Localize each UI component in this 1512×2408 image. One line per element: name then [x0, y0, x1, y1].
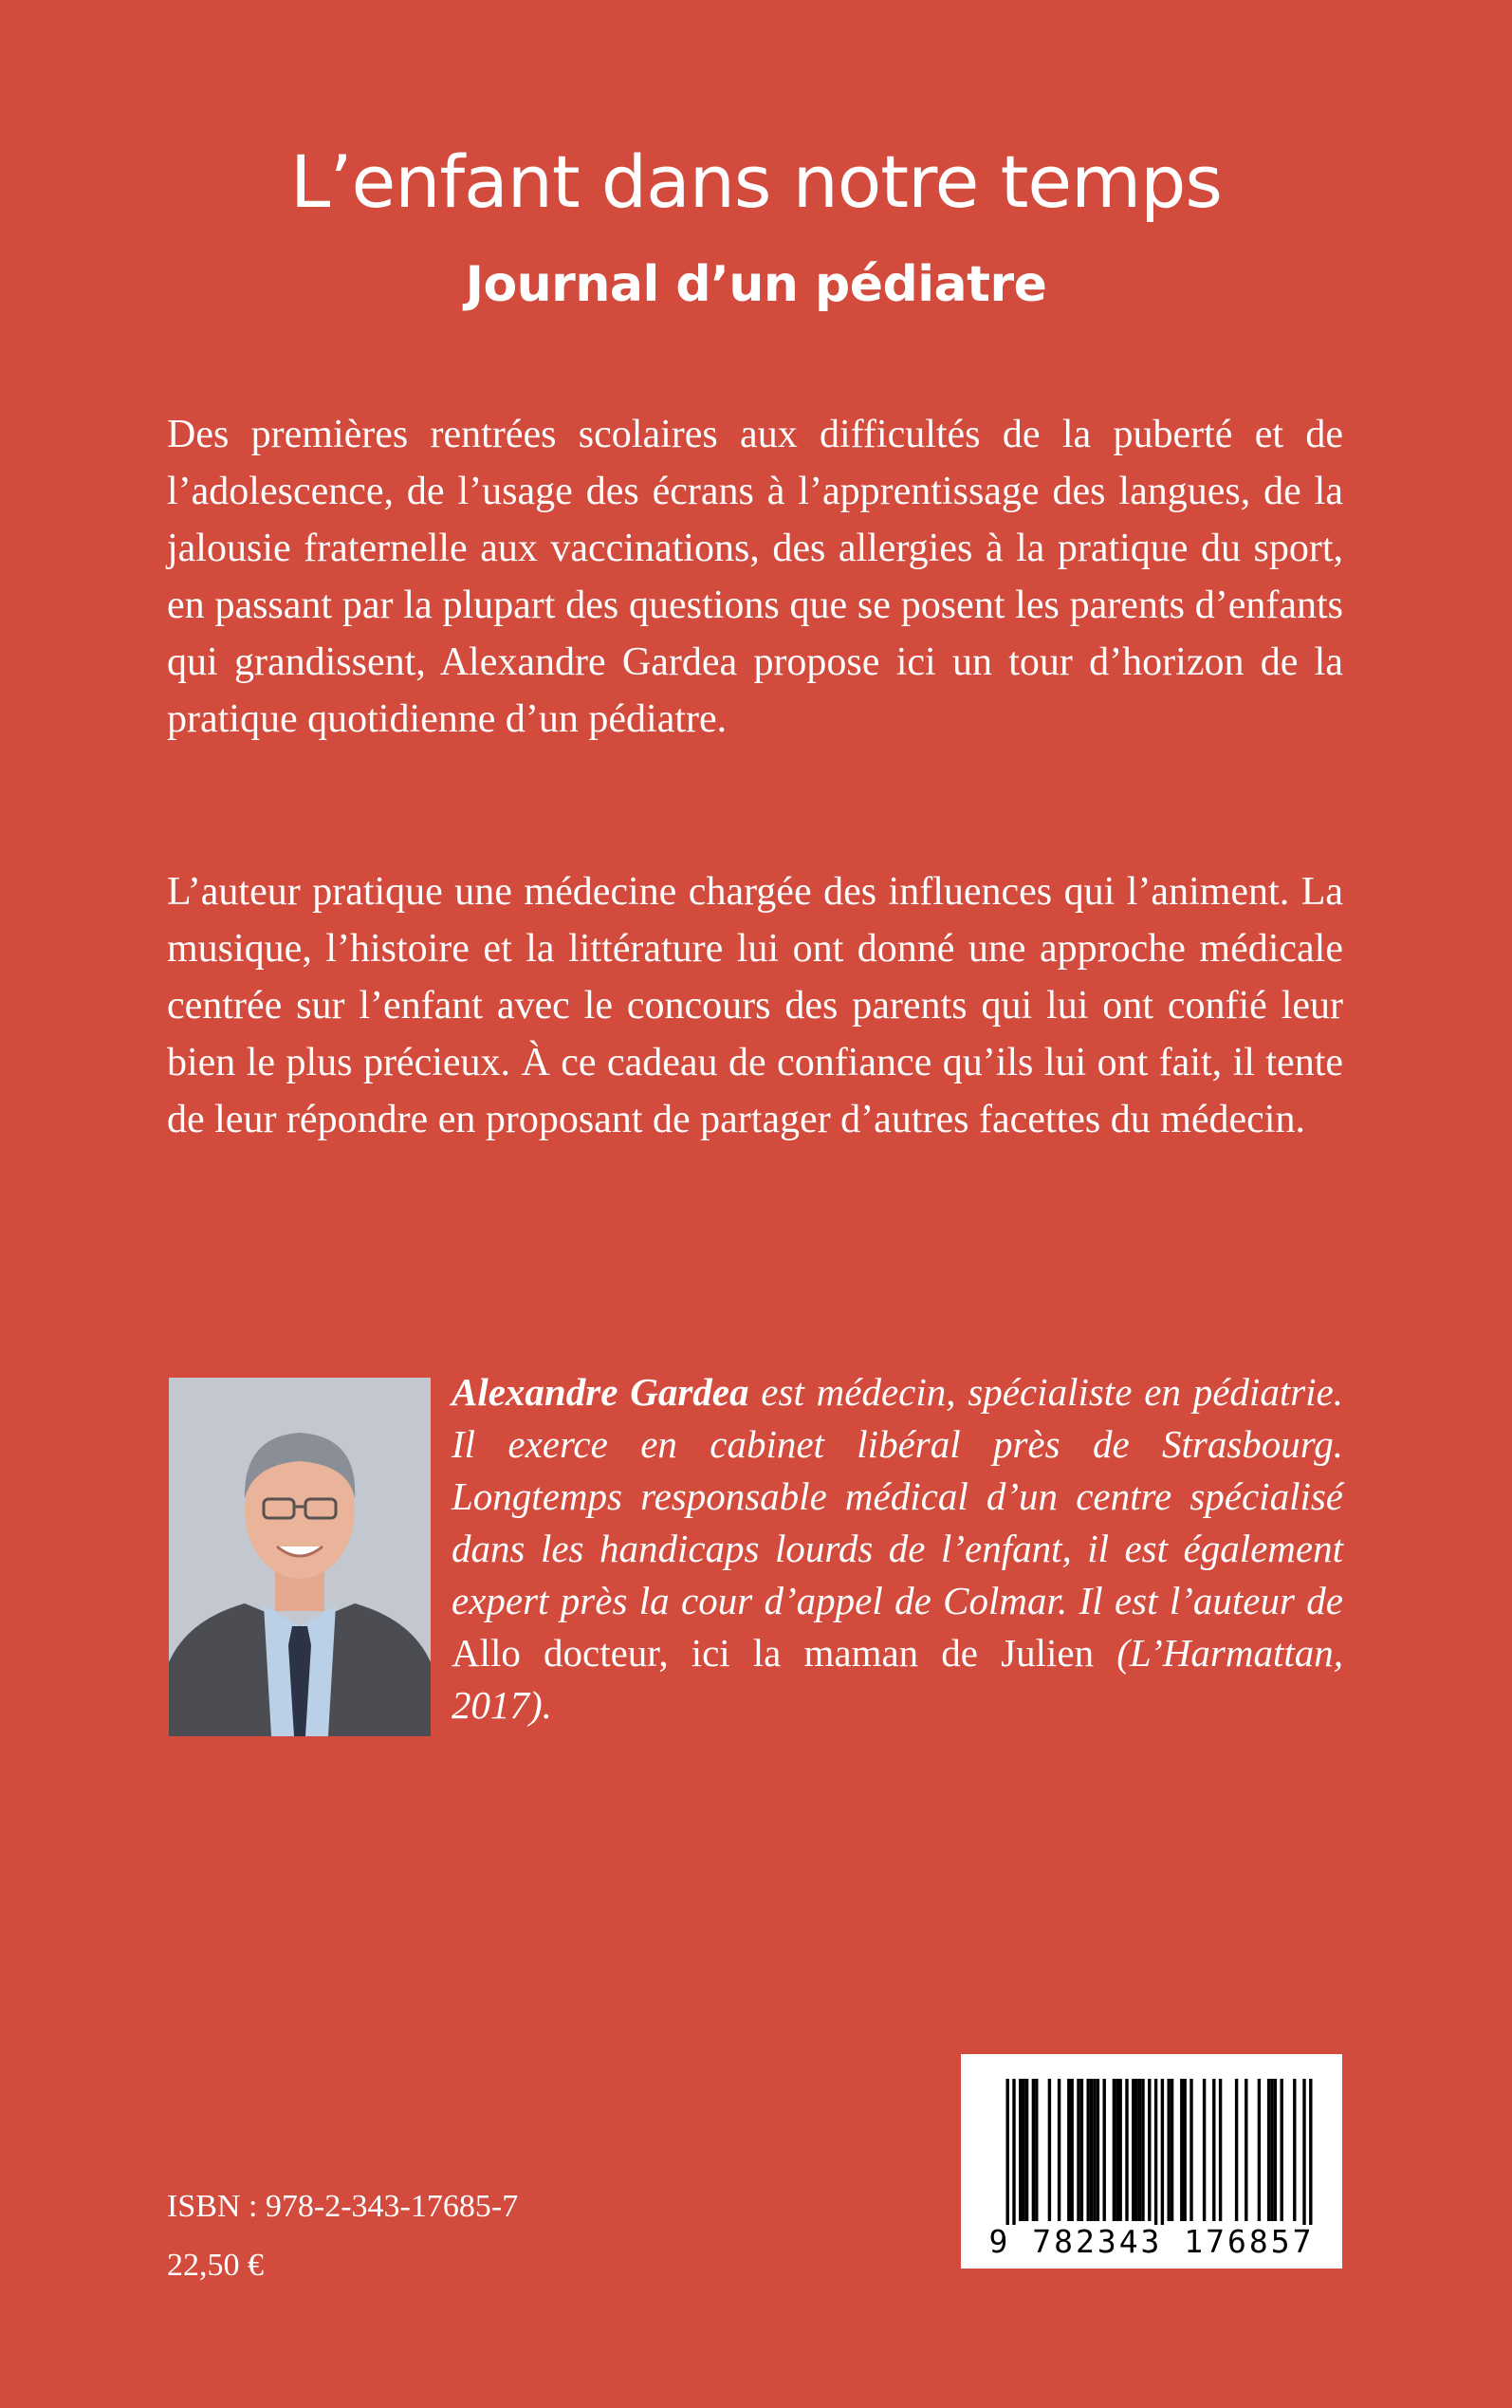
barcode-bar	[1171, 2079, 1173, 2221]
bio-text: est médecin, spécialiste en pédiatrie. Il exerce en cabinet libéral près de Strasbourg. Longtemps responsable médical d’un centre spécialisé dans les handicaps lourds de l’enfant, il est également expert près la cour d’appel de Colmar. Il est l’auteur de	[452, 1370, 1344, 1622]
barcode-bar	[1141, 2079, 1144, 2221]
barcode-bar	[1235, 2079, 1238, 2221]
barcode-bar	[1245, 2079, 1247, 2221]
barcode-bar	[1113, 2079, 1116, 2221]
barcode-bar	[1212, 2079, 1215, 2221]
barcode-digits: 9 782343 176857	[988, 2223, 1315, 2260]
barcode	[961, 2054, 1342, 2269]
barcode-bar	[1071, 2079, 1074, 2221]
barcode-bar	[1161, 2079, 1164, 2225]
barcode-bar	[1080, 2079, 1083, 2221]
previous-book-title: Allo docteur, ici la maman de Julien	[452, 1631, 1095, 1675]
barcode-bar	[1203, 2079, 1206, 2221]
barcode-bars	[961, 2054, 1342, 2225]
barcode-bar	[1302, 2079, 1305, 2225]
barcode-bar	[1125, 2079, 1128, 2221]
barcode-bar	[1274, 2079, 1277, 2221]
barcode-bar	[1154, 2079, 1157, 2225]
barcode-bar	[1093, 2079, 1096, 2221]
barcode-bar	[1023, 2079, 1025, 2221]
isbn: ISBN : 978-2-343-17685-7	[167, 2189, 519, 2224]
barcode-bar	[1103, 2079, 1106, 2221]
barcode-bar	[1148, 2079, 1151, 2221]
barcode-bar	[1035, 2079, 1038, 2221]
synopsis-paragraph-2: L’auteur pratique une médecine chargée des influences qui l’animent. La musique, l’histoire et la littérature lui ont donné une approche médicale centrée sur l’enfant avec le concours des parents qui lui ont confié leur bien le plus précieux. À ce cadeau de confiance qu’ils lui ont fait, il tente de leur répondre en proposant de partager d’autres facettes du médecin.	[167, 870, 1343, 1141]
barcode-bar	[1087, 2079, 1090, 2221]
barcode-bar	[1309, 2079, 1312, 2225]
author-name: Alexandre Gardea	[452, 1370, 749, 1414]
barcode-bar	[1270, 2079, 1273, 2221]
barcode-bar	[1058, 2079, 1060, 2221]
synopsis-paragraph-1: Des premières rentrées scolaires aux difficultés de la puberté et de l’adolescence, de l’usage des écrans à l’apprentissage des langues, de la jalousie fraternelle aux vaccinations, des allergies à la pratique du sport, en passant par la plupart des questions que se posent les parents d’enfants qui grandissent, Alexandre Gardea propose ici un tour d’horizon de la pratique quotidienne d’un pédiatre.	[167, 413, 1343, 741]
barcode-bar	[1168, 2079, 1171, 2221]
barcode-bar	[1281, 2079, 1283, 2221]
barcode-bar	[1132, 2079, 1134, 2221]
barcode-bar	[1019, 2079, 1022, 2221]
author-photo	[169, 1378, 431, 1736]
barcode-bar	[1219, 2079, 1222, 2221]
barcode-bar	[1067, 2079, 1070, 2221]
barcode-bar	[1048, 2079, 1051, 2221]
barcode-bar	[1025, 2079, 1028, 2221]
barcode-bar	[1032, 2079, 1035, 2221]
barcode-bar	[1267, 2079, 1270, 2221]
barcode-bar	[1012, 2079, 1015, 2225]
book-subtitle: Journal d’un pédiatre	[465, 256, 1047, 313]
book-title: L’enfant dans notre temps	[290, 139, 1222, 224]
barcode-bar	[1116, 2079, 1118, 2221]
price: 22,50 €	[167, 2248, 264, 2283]
author-bio	[452, 1366, 1343, 1732]
barcode-bar	[1119, 2079, 1122, 2221]
barcode-bar	[1138, 2079, 1141, 2221]
barcode-bar	[1180, 2079, 1183, 2221]
previous-book-publisher: (L’Harmattan, 2017).	[452, 1631, 1343, 1727]
barcode-bar	[1184, 2079, 1187, 2221]
barcode-bar	[1258, 2079, 1261, 2221]
barcode-bar	[1090, 2079, 1093, 2221]
barcode-bar	[1189, 2079, 1192, 2221]
barcode-bar	[1006, 2079, 1009, 2225]
barcode-bar	[1293, 2079, 1296, 2221]
barcode-bar	[1077, 2079, 1079, 2221]
barcode-bar	[1135, 2079, 1138, 2221]
barcode-bar	[1097, 2079, 1099, 2221]
